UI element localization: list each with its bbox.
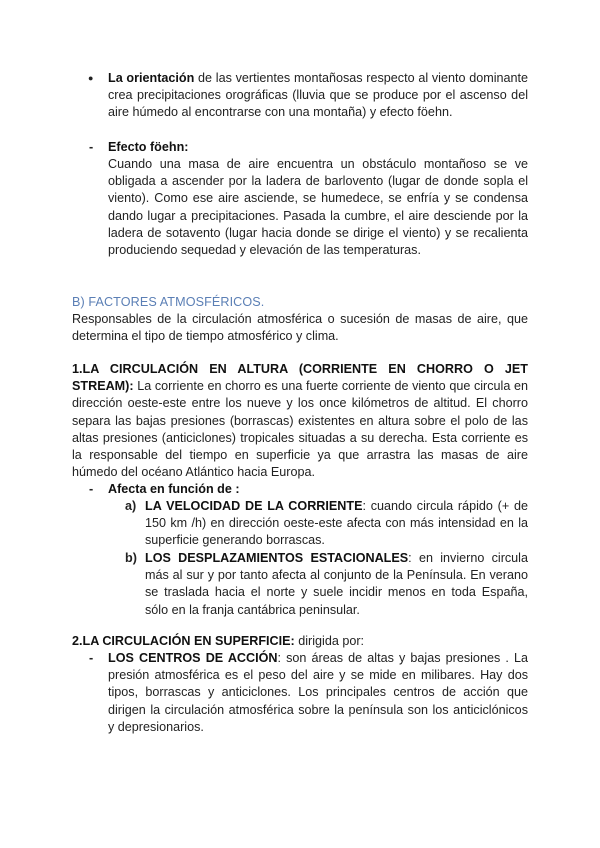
- bullet-marker: ●: [88, 73, 94, 83]
- centros-term: LOS CENTROS DE ACCIÓN: [108, 651, 278, 665]
- foehn-paragraph: [108, 156, 528, 259]
- superficie-heading-line: [72, 633, 528, 650]
- item-b-text: : en invierno circula más al sur y por tanto afecta al conjunto de la Península. En verano se traslada hacia el norte y suele incidir menos en toda España, sólo en la franja cantábrica peninsular.: [145, 551, 528, 617]
- altura-text: La corriente en chorro es una fuerte corriente de viento que circula en dirección oeste-este entre los nueve y los once kilómetros de altitud. El chorro separa las bajas presiones (borrascas) existentes en altura sobre el polo de las altas presiones (anticiclones) tropicales situadas a su derecha. Esta corriente es la responsable del tiempo en superficie ya que arrastra las masas de aire húmedo del océano Atlántico hacia Europa.: [72, 379, 528, 480]
- item-a-paragraph: [145, 498, 528, 550]
- foehn-term: Efecto föehn:: [108, 140, 189, 154]
- orientacion-text: de las vertientes montañosas respecto al viento dominante crea precipitaciones orográficas (lluvia que se produce por el ascenso del aire húmedo al encontrarse con una montaña) y efecto föehn.: [108, 71, 529, 120]
- afecta-dash-marker: -: [89, 482, 94, 496]
- item-a-marker: a): [125, 499, 137, 513]
- afecta-label-text: Afecta en función de :: [108, 482, 240, 496]
- foehn-term-line: [108, 139, 528, 156]
- item-b-paragraph: [145, 550, 528, 619]
- orientacion-term: La orientación: [108, 71, 195, 85]
- altura-paragraph: [72, 361, 528, 481]
- item-b-marker: b): [125, 551, 137, 565]
- orientacion-paragraph: [108, 70, 528, 122]
- section-b-title: B) FACTORES ATMOSFÉRICOS.: [72, 295, 265, 309]
- item-a-text: : cuando circula rápido (+ de 150 km /h) en dirección oeste-este afecta con más intensidad en la superficie generando borrascas.: [145, 499, 528, 548]
- foehn-text: Cuando una masa de aire encuentra un obstáculo montañoso se ve obligada a ascender por la ladera de barlovento (lugar de donde sopla el viento). Como ese aire asciende, se humedece, se enfría y se condensa dando lugar a precipitaciones. Pasada la cumbre, el aire desciende por la ladera de sotavento (lugar hacia donde se dirige el viento) y se recalienta produciendo sequedad y elevación de las temperaturas.: [108, 157, 528, 258]
- section-b-intro: Responsables de la circulación atmosférica o sucesión de masas de aire, que determina el tipo de tiempo atmosférico y clima.: [72, 312, 528, 344]
- centros-paragraph: [108, 650, 528, 736]
- centros-dash-marker: -: [89, 651, 94, 665]
- centros-text: : son áreas de altas y bajas presiones . La presión atmosférica es el peso del aire y se mide en milibares. Hay dos tipos, borrascas y anticiclones. Los principales centros de acción que dirigen la circulación atmosférica sobre la península son los anticiclónicos y depresionarios.: [108, 651, 528, 734]
- item-a-term: LA VELOCIDAD DE LA CORRIENTE: [145, 499, 363, 513]
- superficie-text: dirigida por:: [294, 634, 365, 648]
- dash-marker: -: [89, 140, 94, 154]
- afecta-label: [108, 481, 528, 498]
- superficie-heading: 2.LA CIRCULACIÓN EN SUPERFICIE:: [72, 634, 295, 648]
- altura-heading: 1.LA CIRCULACIÓN EN ALTURA (CORRIENTE EN CHORRO O JET STREAM):: [72, 362, 528, 394]
- item-b-term: LOS DESPLAZAMIENTOS ESTACIONALES: [145, 551, 409, 565]
